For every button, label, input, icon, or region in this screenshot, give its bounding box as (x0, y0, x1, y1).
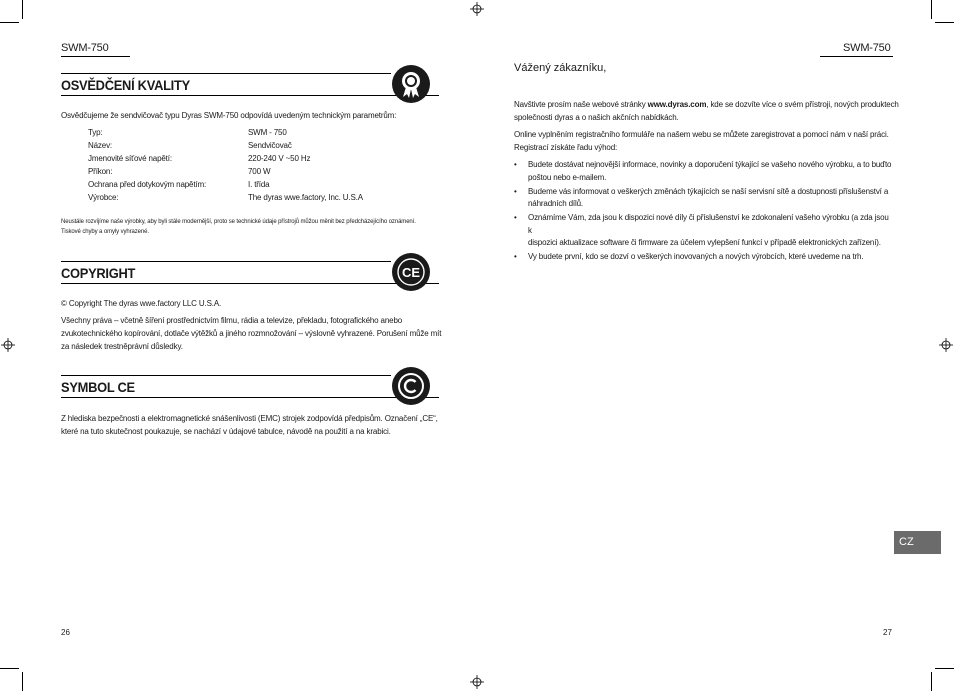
copyright-paragraph-line: Všechny práva – včetně šíření prostřednictvím filmu, rádia a televize, překladu, fotografického anebo (61, 316, 403, 325)
spec-value: SWM - 750 (248, 128, 287, 137)
header-rule-right (820, 56, 893, 57)
section-rule (61, 73, 391, 74)
register-paragraph-line: Registrací získáte řadu výhod: (514, 143, 618, 152)
crop-mark (22, 0, 23, 19)
spec-value: 220-240 V ~50 Hz (248, 154, 311, 163)
section-rule (61, 375, 391, 376)
copyright-paragraph-line: za následek trestněprávní důsledky. (61, 342, 183, 351)
website-link[interactable]: www.dyras.com (647, 100, 707, 109)
spec-value: 700 W (248, 167, 271, 176)
spec-label: Výrobce: (88, 193, 119, 202)
spec-value: I. třída (248, 180, 270, 189)
visit-suffix: , kde se dozvíte více o svém přístroji, nových produktech (706, 100, 899, 109)
header-rule-left (61, 56, 130, 57)
spec-label: Příkon: (88, 167, 113, 176)
spec-label: Ochrana před dotykovým napětím: (88, 180, 207, 189)
crop-mark (935, 22, 954, 23)
list-item: • Oznámíme Vám, zda jsou k dispozici nové díly či příslušenství ke zdokonalení vašeho výrobku (a zda jsou k dispozici aktualizace software či firmware za účelem vylepšení funkcí v případě elektronických zařízení). (514, 212, 894, 250)
crop-mark (931, 672, 932, 691)
crop-mark (0, 22, 19, 23)
ce-paragraph-line: Z hlediska bezpečnosti a elektromagnetické snášenlivosti (EMC) strojek zodpovídá předpisům. Označení „CE“, (61, 414, 438, 423)
visit-prefix: Navštivte prosím naše webové stránky (514, 100, 648, 109)
svg-text:CE: CE (401, 265, 421, 280)
page-number-left: 26 (61, 628, 70, 637)
quality-note-line: Neustále rozvíjíme naše výrobky, aby byli stále modernější, proto se technické údaje přístrojů můžou měnit bez předcházejícího oznámení. (61, 219, 416, 225)
copyright-icon (396, 371, 426, 401)
list-item: • Budeme vás informovat o veškerých změnách týkajících se naší servisní sítě a dostupnosti příslušenství a náhradních dílů. (514, 186, 894, 211)
page-number-right: 27 (883, 628, 892, 637)
benefits-list (514, 159, 894, 265)
ce-mark-icon (392, 253, 430, 291)
registration-mark-icon (1, 338, 15, 352)
section-rule (61, 283, 439, 284)
list-item: • Vy budete první, kdo se dozví o veškerých inovovaných a nových výrobcích, které uvedeme na trh. (514, 251, 894, 264)
copyright-paragraph-line: zvukotechnického kopírování, dotlače výtěžků a jiného rozmnožování – výslovně vyhrazené. Porušení může mít (61, 329, 442, 338)
crop-mark (22, 672, 23, 691)
section-rule (61, 397, 439, 398)
crop-mark (0, 668, 19, 669)
registration-mark-icon (470, 675, 484, 689)
visit-paragraph-line: společnosti dyras a o našich akčních nabídkách. (514, 113, 679, 122)
language-tab: CZ (894, 531, 941, 554)
copyright-line: © Copyright The dyras wwe.factory LLC U.S.A. (61, 299, 222, 308)
spec-label: Název: (88, 141, 112, 150)
spec-value: The dyras wwe.factory, Inc. U.S.A (248, 193, 363, 202)
ce-icon (396, 257, 426, 287)
quality-note-line: Tiskové chyby a omyly vyhrazené. (61, 229, 149, 235)
spec-label: Typ: (88, 128, 103, 137)
visit-paragraph (514, 98, 899, 111)
section-title-ce: SYMBOL CE (61, 379, 135, 395)
registration-mark-icon (470, 2, 484, 16)
section-title-copyright: COPYRIGHT (61, 265, 136, 281)
spec-label: Jmenovité síťové napětí: (88, 154, 172, 163)
section-rule (61, 95, 439, 96)
model-header-right: SWM-750 (843, 42, 891, 54)
greeting: Vážený zákazníku, (514, 62, 607, 74)
quality-intro: Osvědčujeme že sendvičovač typu Dyras SWM-750 odpovídá uvedeným technickým parametrům: (61, 111, 397, 120)
rosette-icon (396, 69, 426, 99)
crop-mark (931, 0, 932, 19)
list-item: • Budete dostávat nejnovější informace, novinky a doporučení týkající se vašeho nového výrobku, a to buďto poštou nebo e-mailem. (514, 159, 894, 184)
ce-paragraph-line: které na tuto skutečnost poukazuje, se nachází v údajové tabulce, návodě na použití a na krabici. (61, 427, 391, 436)
section-rule (61, 261, 391, 262)
registration-mark-icon (939, 338, 953, 352)
quality-award-icon (392, 65, 430, 103)
section-title-quality: OSVĚDČENÍ KVALITY (61, 77, 190, 93)
spec-value: Sendvičovač (248, 141, 292, 150)
register-paragraph-line: Online vyplněním registračního formuláře na našem webu se můžete zaregistrovat a pomocí nám v naší práci. (514, 130, 889, 139)
copyright-symbol-icon (392, 367, 430, 405)
model-header-left: SWM-750 (61, 42, 109, 54)
crop-mark (935, 668, 954, 669)
